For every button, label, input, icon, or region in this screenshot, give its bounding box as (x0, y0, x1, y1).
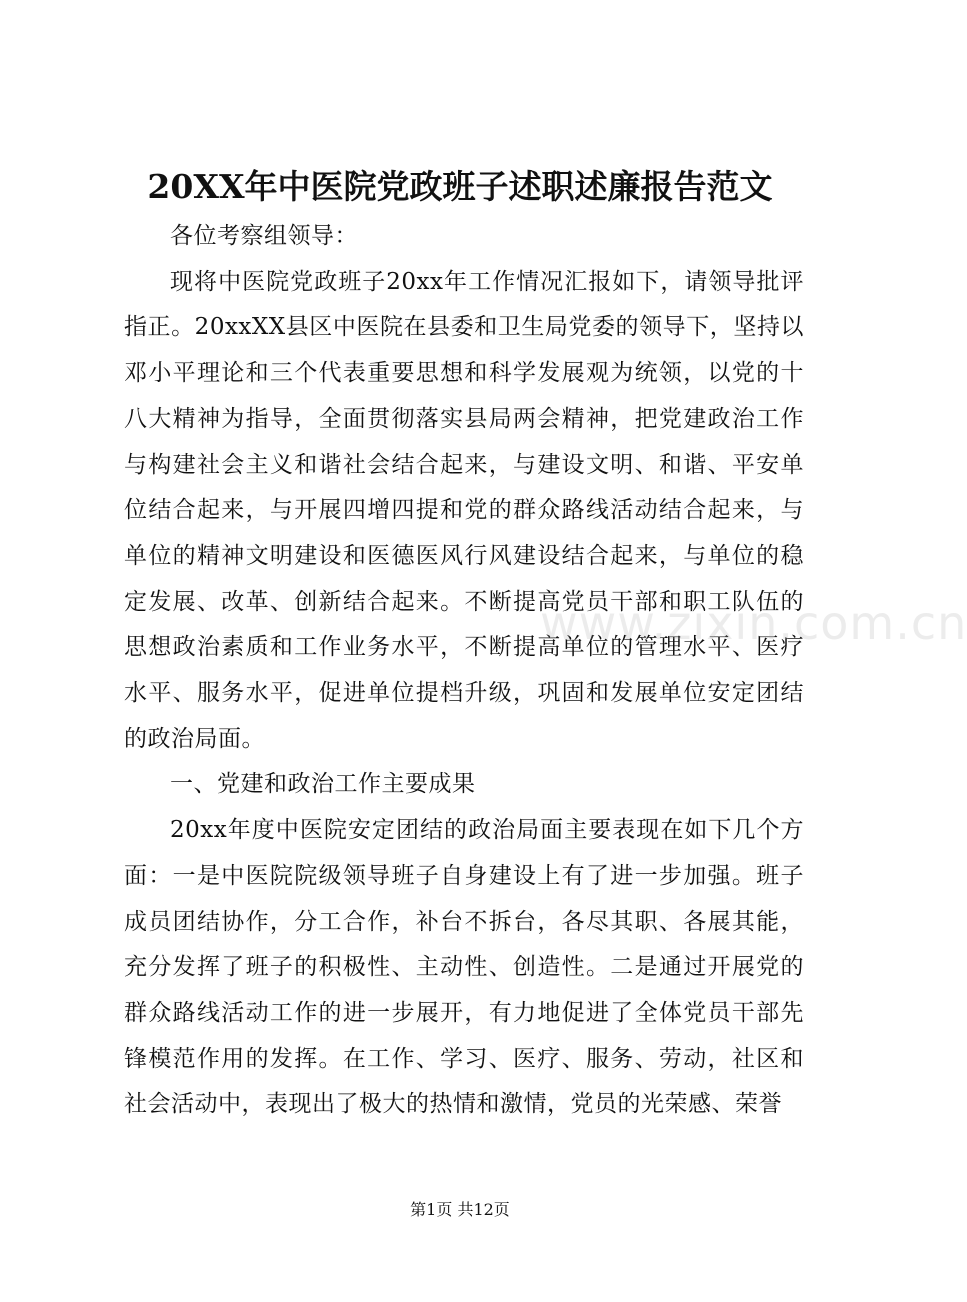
watermark: www.zixin.com.cn (540, 596, 967, 650)
document-body (124, 214, 804, 1128)
page-footer: 第1页 共12页 (410, 1200, 510, 1219)
section-heading: 一、党建和政治工作主要成果 (170, 771, 476, 798)
document-title: 20XX年中医院党政班子述职述廉报告范文 (147, 167, 773, 206)
achievements-paragraph: 20xx年度中医院安定团结的政治局面主要表现在如下几个方面：一是中医院院级领导班子自身建设上有了进一步加强。班子成员团结协作，分工合作，补台不拆台，各尽其职、各展其能，充分发挥了班子的积极性、主动性、创造性。二是通过开展党的群众路线活动工作的进一步展开，有力地促进了全体党员干部先锋模范作用的发挥。在工作、学习、医疗、服务、劳动，社区和社会活动中，表现出了极大的热情和激情，党员的光荣感、荣誉 (124, 817, 804, 1118)
salutation-paragraph: 各位考察组领导： (170, 223, 358, 249)
intro-paragraph: 现将中医院党政班子20xx年工作情况汇报如下，请领导批评指正。20xxXX县区中医院在县委和卫生局党委的领导下，坚持以邓小平理论和三个代表重要思想和科学发展观为统领，以党的十八大精神为指导，全面贯彻落实县局两会精神，把党建政治工作与构建社会主义和谐社会结合起来，与建设文明、和谐、平安单位结合起来，与开展四增四提和党的群众路线活动结合起来，与单位的精神文明建设和医德医风行风建设结合起来，与单位的稳定发展、改革、创新结合起来。不断提高党员干部和职工队伍的思想政治素质和工作业务水平，不断提高单位的管理水平、医疗水平、服务水平，促进单位提档升级，巩固和发展单位安定团结的政治局面。 (124, 268, 804, 752)
